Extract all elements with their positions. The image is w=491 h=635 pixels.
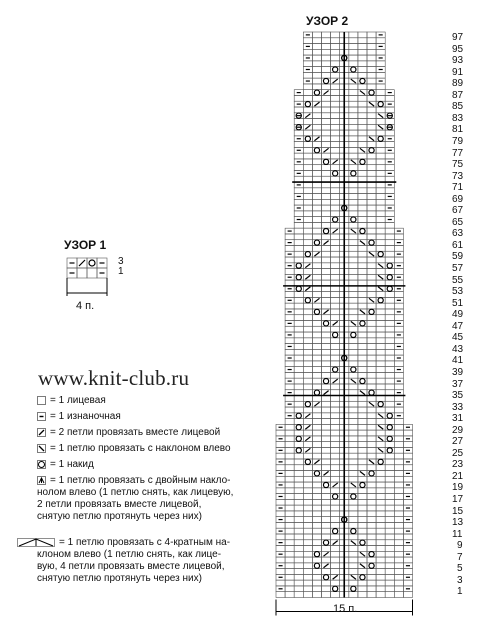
ssk-mark bbox=[378, 264, 383, 268]
yarn-over-mark bbox=[323, 159, 328, 164]
ssk-mark bbox=[378, 125, 383, 129]
yarn-over-mark bbox=[378, 459, 383, 464]
ssk-mark bbox=[369, 460, 374, 464]
yarn-over-mark bbox=[360, 78, 365, 83]
purl-dash-icon bbox=[37, 412, 46, 421]
k2tog-mark bbox=[324, 148, 329, 152]
pattern-1-row-3: 3 bbox=[118, 256, 124, 267]
yarn-over-mark bbox=[296, 413, 301, 418]
ssk-mark bbox=[369, 137, 374, 141]
yarn-over-mark bbox=[323, 321, 328, 326]
k2tog-mark bbox=[79, 260, 85, 266]
legend-text-line: снятую петлю протянуть через них) bbox=[37, 511, 202, 522]
yarn-over-mark bbox=[351, 367, 356, 372]
yarn-over-mark bbox=[351, 217, 356, 222]
pattern-2-row-number: 79 bbox=[452, 135, 464, 147]
yarn-over-mark bbox=[314, 90, 319, 95]
k2tog-mark bbox=[333, 79, 338, 83]
yarn-over-mark bbox=[296, 448, 301, 453]
k2tog-mark bbox=[333, 321, 338, 325]
pattern-2-row-number: 53 bbox=[452, 286, 464, 298]
yarn-over-mark bbox=[360, 482, 365, 487]
pattern-2-row-number: 37 bbox=[452, 378, 464, 390]
ssk-mark bbox=[360, 391, 365, 395]
yarn-over-mark bbox=[387, 413, 392, 418]
yarn-over-mark bbox=[360, 540, 365, 545]
ssk-mark bbox=[378, 448, 383, 452]
ssk-mark bbox=[360, 91, 365, 95]
yarn-over-mark bbox=[296, 436, 301, 441]
ssk-mark bbox=[351, 160, 356, 164]
pattern-2-row-number: 49 bbox=[452, 309, 464, 321]
ssk-mark bbox=[360, 471, 365, 475]
ssk-mark bbox=[378, 287, 383, 291]
pattern-2-row-number: 43 bbox=[452, 343, 464, 355]
pattern-2-row-number: 69 bbox=[452, 193, 464, 205]
yarn-over-mark bbox=[305, 298, 310, 303]
pattern-1-stitch-count: 4 п. bbox=[76, 300, 95, 312]
yarn-over-mark bbox=[387, 436, 392, 441]
yarn-over-mark bbox=[323, 378, 328, 383]
yarn-over-mark bbox=[351, 494, 356, 499]
ssk-icon bbox=[37, 444, 46, 453]
k2tog-mark bbox=[324, 552, 329, 556]
yarn-over-mark bbox=[369, 390, 374, 395]
pattern-2-row-number: 71 bbox=[452, 182, 464, 194]
pattern-2-row-number: 85 bbox=[452, 101, 464, 113]
ssk-mark bbox=[360, 148, 365, 152]
legend-text: = 1 петлю провязать с наклоном влево bbox=[50, 443, 231, 454]
k2tog-mark bbox=[324, 241, 329, 245]
yarn-over-mark bbox=[296, 425, 301, 430]
pattern-1-row-1: 1 bbox=[118, 266, 124, 277]
legend-text-line: 2 петли провязать вместе лицевой, bbox=[37, 499, 202, 510]
ssk-mark bbox=[351, 321, 356, 325]
ssk-mark bbox=[378, 425, 383, 429]
ssk-mark bbox=[369, 102, 374, 106]
ssk-mark bbox=[378, 275, 383, 279]
pattern-2-row-number: 7 bbox=[457, 551, 463, 563]
yarn-over-mark bbox=[369, 552, 374, 557]
yarn-over-mark bbox=[369, 563, 374, 568]
k2tog-icon bbox=[37, 428, 46, 437]
pattern-2-row-number: 9 bbox=[457, 540, 463, 552]
pattern-2-row-number: 81 bbox=[452, 124, 464, 136]
pattern-2-row-number: 59 bbox=[452, 251, 464, 263]
yarn-over-mark bbox=[387, 263, 392, 268]
yarn-over-mark bbox=[378, 102, 383, 107]
yarn-over-mark bbox=[305, 102, 310, 107]
k2tog-mark bbox=[305, 287, 310, 291]
pattern-2-row-number: 51 bbox=[452, 297, 464, 309]
ssk-mark bbox=[351, 379, 356, 383]
yarn-over-mark bbox=[89, 260, 95, 266]
yarn-over-icon bbox=[37, 460, 46, 469]
k2tog-mark bbox=[305, 448, 310, 452]
pattern-2-row-number: 27 bbox=[452, 436, 464, 448]
knit-empty-icon bbox=[37, 396, 46, 405]
yarn-over-mark bbox=[378, 402, 383, 407]
yarn-over-mark bbox=[333, 217, 338, 222]
yarn-over-mark bbox=[387, 425, 392, 430]
yarn-over-mark bbox=[314, 240, 319, 245]
legend-text: = 1 лицевая bbox=[50, 395, 106, 406]
ssk-mark bbox=[360, 552, 365, 556]
pattern-2-row-number: 13 bbox=[452, 517, 464, 529]
pattern-2-row-number: 73 bbox=[452, 170, 464, 182]
pattern-2-row-number: 65 bbox=[452, 216, 464, 228]
ssk-mark bbox=[351, 575, 356, 579]
yarn-over-mark bbox=[323, 482, 328, 487]
yarn-over-mark bbox=[360, 228, 365, 233]
ssk-mark bbox=[351, 483, 356, 487]
yarn-over-mark bbox=[296, 286, 301, 291]
yarn-over-mark bbox=[369, 90, 374, 95]
yarn-over-mark bbox=[333, 586, 338, 591]
pattern-2-row-number: 29 bbox=[452, 424, 464, 436]
watermark-url: www.knit-club.ru bbox=[38, 366, 190, 390]
k2tog-mark bbox=[305, 425, 310, 429]
yarn-over-mark bbox=[333, 171, 338, 176]
ssk-mark bbox=[369, 298, 374, 302]
k2tog-mark bbox=[333, 229, 338, 233]
pattern-2-row-number: 35 bbox=[452, 390, 464, 402]
pattern-2-row-number: 1 bbox=[457, 586, 463, 598]
yarn-over-mark bbox=[305, 402, 310, 407]
legend-text: = 2 петли провязать вместе лицевой bbox=[50, 427, 221, 438]
yarn-over-mark bbox=[387, 286, 392, 291]
ssk-mark bbox=[360, 310, 365, 314]
yarn-over-mark bbox=[351, 529, 356, 534]
k2tog-mark bbox=[324, 391, 329, 395]
yarn-over-mark bbox=[323, 78, 328, 83]
ssk-mark bbox=[369, 252, 374, 256]
pattern-2-row-number: 15 bbox=[452, 505, 464, 517]
pattern-2-row-number: 91 bbox=[452, 66, 464, 78]
yarn-over-mark bbox=[360, 378, 365, 383]
pattern-2-row-number: 5 bbox=[457, 563, 463, 575]
yarn-over-mark bbox=[333, 529, 338, 534]
pattern-1-chart bbox=[60, 256, 120, 306]
legend-text-line: клоном влево (1 петлю снять, как лице- bbox=[37, 549, 222, 560]
pattern-2-row-numbers bbox=[452, 32, 488, 598]
k2tog-mark bbox=[333, 575, 338, 579]
k2tog-mark bbox=[305, 114, 310, 118]
k2tog-mark bbox=[314, 298, 319, 302]
pattern-2-title: УЗОР 2 bbox=[306, 14, 349, 28]
k2tog-mark bbox=[314, 402, 319, 406]
yarn-over-mark bbox=[360, 321, 365, 326]
pattern-2-row-number: 95 bbox=[452, 43, 464, 55]
pattern-2-row-number: 83 bbox=[452, 112, 464, 124]
pattern-2-row-number: 19 bbox=[452, 482, 464, 494]
pattern-2-row-number: 31 bbox=[452, 413, 464, 425]
quad-decrease-icon bbox=[17, 538, 55, 547]
yarn-over-mark bbox=[351, 586, 356, 591]
pattern-2-row-number: 93 bbox=[452, 55, 464, 67]
pattern-2-row-number: 97 bbox=[452, 32, 464, 43]
yarn-over-mark bbox=[314, 552, 319, 557]
yarn-over-mark bbox=[369, 240, 374, 245]
yarn-over-mark bbox=[314, 309, 319, 314]
pattern-2-row-number: 11 bbox=[452, 528, 463, 540]
pattern-2-row-number: 45 bbox=[452, 332, 464, 344]
yarn-over-mark bbox=[305, 459, 310, 464]
yarn-over-mark bbox=[360, 575, 365, 580]
pattern-2-row-number: 89 bbox=[452, 78, 464, 90]
k2tog-mark bbox=[333, 483, 338, 487]
pattern-2-stitch-count: 15 п. bbox=[333, 603, 358, 615]
ssk-mark bbox=[351, 79, 356, 83]
yarn-over-mark bbox=[314, 563, 319, 568]
yarn-over-mark bbox=[387, 448, 392, 453]
yarn-over-mark bbox=[323, 575, 328, 580]
yarn-over-mark bbox=[305, 136, 310, 141]
k2tog-mark bbox=[333, 541, 338, 545]
yarn-over-mark bbox=[314, 148, 319, 153]
ssk-mark bbox=[351, 541, 356, 545]
yarn-over-mark bbox=[351, 332, 356, 337]
yarn-over-mark bbox=[351, 171, 356, 176]
ssk-mark bbox=[378, 114, 383, 118]
yarn-over-mark bbox=[333, 367, 338, 372]
pattern-2-row-number: 25 bbox=[452, 447, 464, 459]
pattern-1-title: УЗОР 1 bbox=[64, 238, 107, 252]
ssk-mark bbox=[360, 241, 365, 245]
k2tog-mark bbox=[305, 437, 310, 441]
ssk-mark bbox=[351, 229, 356, 233]
yarn-over-mark bbox=[333, 67, 338, 72]
pattern-2-row-number: 23 bbox=[452, 459, 464, 471]
pattern-2-row-number: 67 bbox=[452, 205, 464, 217]
legend-text: = 1 накид bbox=[50, 459, 94, 470]
yarn-over-mark bbox=[360, 159, 365, 164]
pattern-2-row-number: 17 bbox=[452, 494, 464, 505]
yarn-over-mark bbox=[296, 275, 301, 280]
pattern-2-row-number: 61 bbox=[452, 239, 464, 251]
yarn-over-mark bbox=[378, 298, 383, 303]
ssk-mark bbox=[378, 414, 383, 418]
pattern-2-row-number: 63 bbox=[452, 228, 464, 240]
yarn-over-mark bbox=[333, 332, 338, 337]
k2tog-mark bbox=[314, 460, 319, 464]
yarn-over-mark bbox=[351, 67, 356, 72]
ssk-mark bbox=[378, 437, 383, 441]
yarn-over-mark bbox=[378, 136, 383, 141]
k2tog-mark bbox=[314, 137, 319, 141]
k2tog-mark bbox=[305, 414, 310, 418]
k2tog-mark bbox=[314, 252, 319, 256]
yarn-over-mark bbox=[305, 252, 310, 257]
pattern-1-grid bbox=[67, 258, 107, 278]
pattern-2-row-number: 39 bbox=[452, 366, 464, 378]
yarn-over-mark bbox=[314, 471, 319, 476]
ssk-mark bbox=[360, 564, 365, 568]
pattern-2-row-number: 47 bbox=[452, 320, 464, 332]
double-decrease-icon bbox=[37, 476, 46, 485]
pattern-2-row-number: 41 bbox=[452, 355, 464, 367]
legend-text: = 1 петлю провязать с двойным накло- bbox=[50, 475, 231, 486]
yarn-over-mark bbox=[387, 275, 392, 280]
yarn-over-mark bbox=[378, 252, 383, 257]
pattern-2-chart bbox=[272, 20, 472, 620]
k2tog-mark bbox=[324, 564, 329, 568]
yarn-over-mark bbox=[323, 228, 328, 233]
legend-text-line: нолом влево (1 петлю снять, как лицевую, bbox=[37, 487, 234, 498]
legend-text: = 1 изнаночная bbox=[50, 411, 121, 422]
k2tog-mark bbox=[305, 264, 310, 268]
yarn-over-mark bbox=[369, 148, 374, 153]
yarn-over-mark bbox=[333, 494, 338, 499]
pattern-2-row-number: 87 bbox=[452, 89, 464, 101]
k2tog-mark bbox=[314, 102, 319, 106]
pattern-2-row-number: 77 bbox=[452, 147, 464, 159]
yarn-over-mark bbox=[369, 309, 374, 314]
pattern-2-row-number: 33 bbox=[452, 401, 464, 413]
ssk-mark bbox=[369, 402, 374, 406]
legend-text-line: вую, 4 петли провязать вместе лицевой, bbox=[37, 561, 225, 572]
k2tog-mark bbox=[333, 160, 338, 164]
k2tog-mark bbox=[305, 275, 310, 279]
legend-text-line: снятую петлю протянуть через них) bbox=[37, 573, 202, 584]
k2tog-mark bbox=[305, 125, 310, 129]
pattern-2-row-number: 3 bbox=[457, 574, 463, 586]
k2tog-mark bbox=[324, 471, 329, 475]
legend-text: = 1 петлю провязать с 4-кратным на- bbox=[59, 537, 231, 548]
pattern-2-row-number: 75 bbox=[452, 159, 464, 171]
pattern-1-width-bracket bbox=[67, 278, 107, 296]
pattern-2-row-number: 21 bbox=[452, 470, 464, 482]
yarn-over-mark bbox=[314, 390, 319, 395]
yarn-over-mark bbox=[296, 263, 301, 268]
pattern-1-row-numbers bbox=[118, 257, 124, 277]
k2tog-mark bbox=[324, 91, 329, 95]
k2tog-mark bbox=[333, 379, 338, 383]
yarn-over-mark bbox=[323, 540, 328, 545]
yarn-over-mark bbox=[369, 471, 374, 476]
pattern-2-row-number: 57 bbox=[452, 263, 464, 274]
pattern-2-row-number: 55 bbox=[452, 274, 464, 286]
k2tog-mark bbox=[324, 310, 329, 314]
